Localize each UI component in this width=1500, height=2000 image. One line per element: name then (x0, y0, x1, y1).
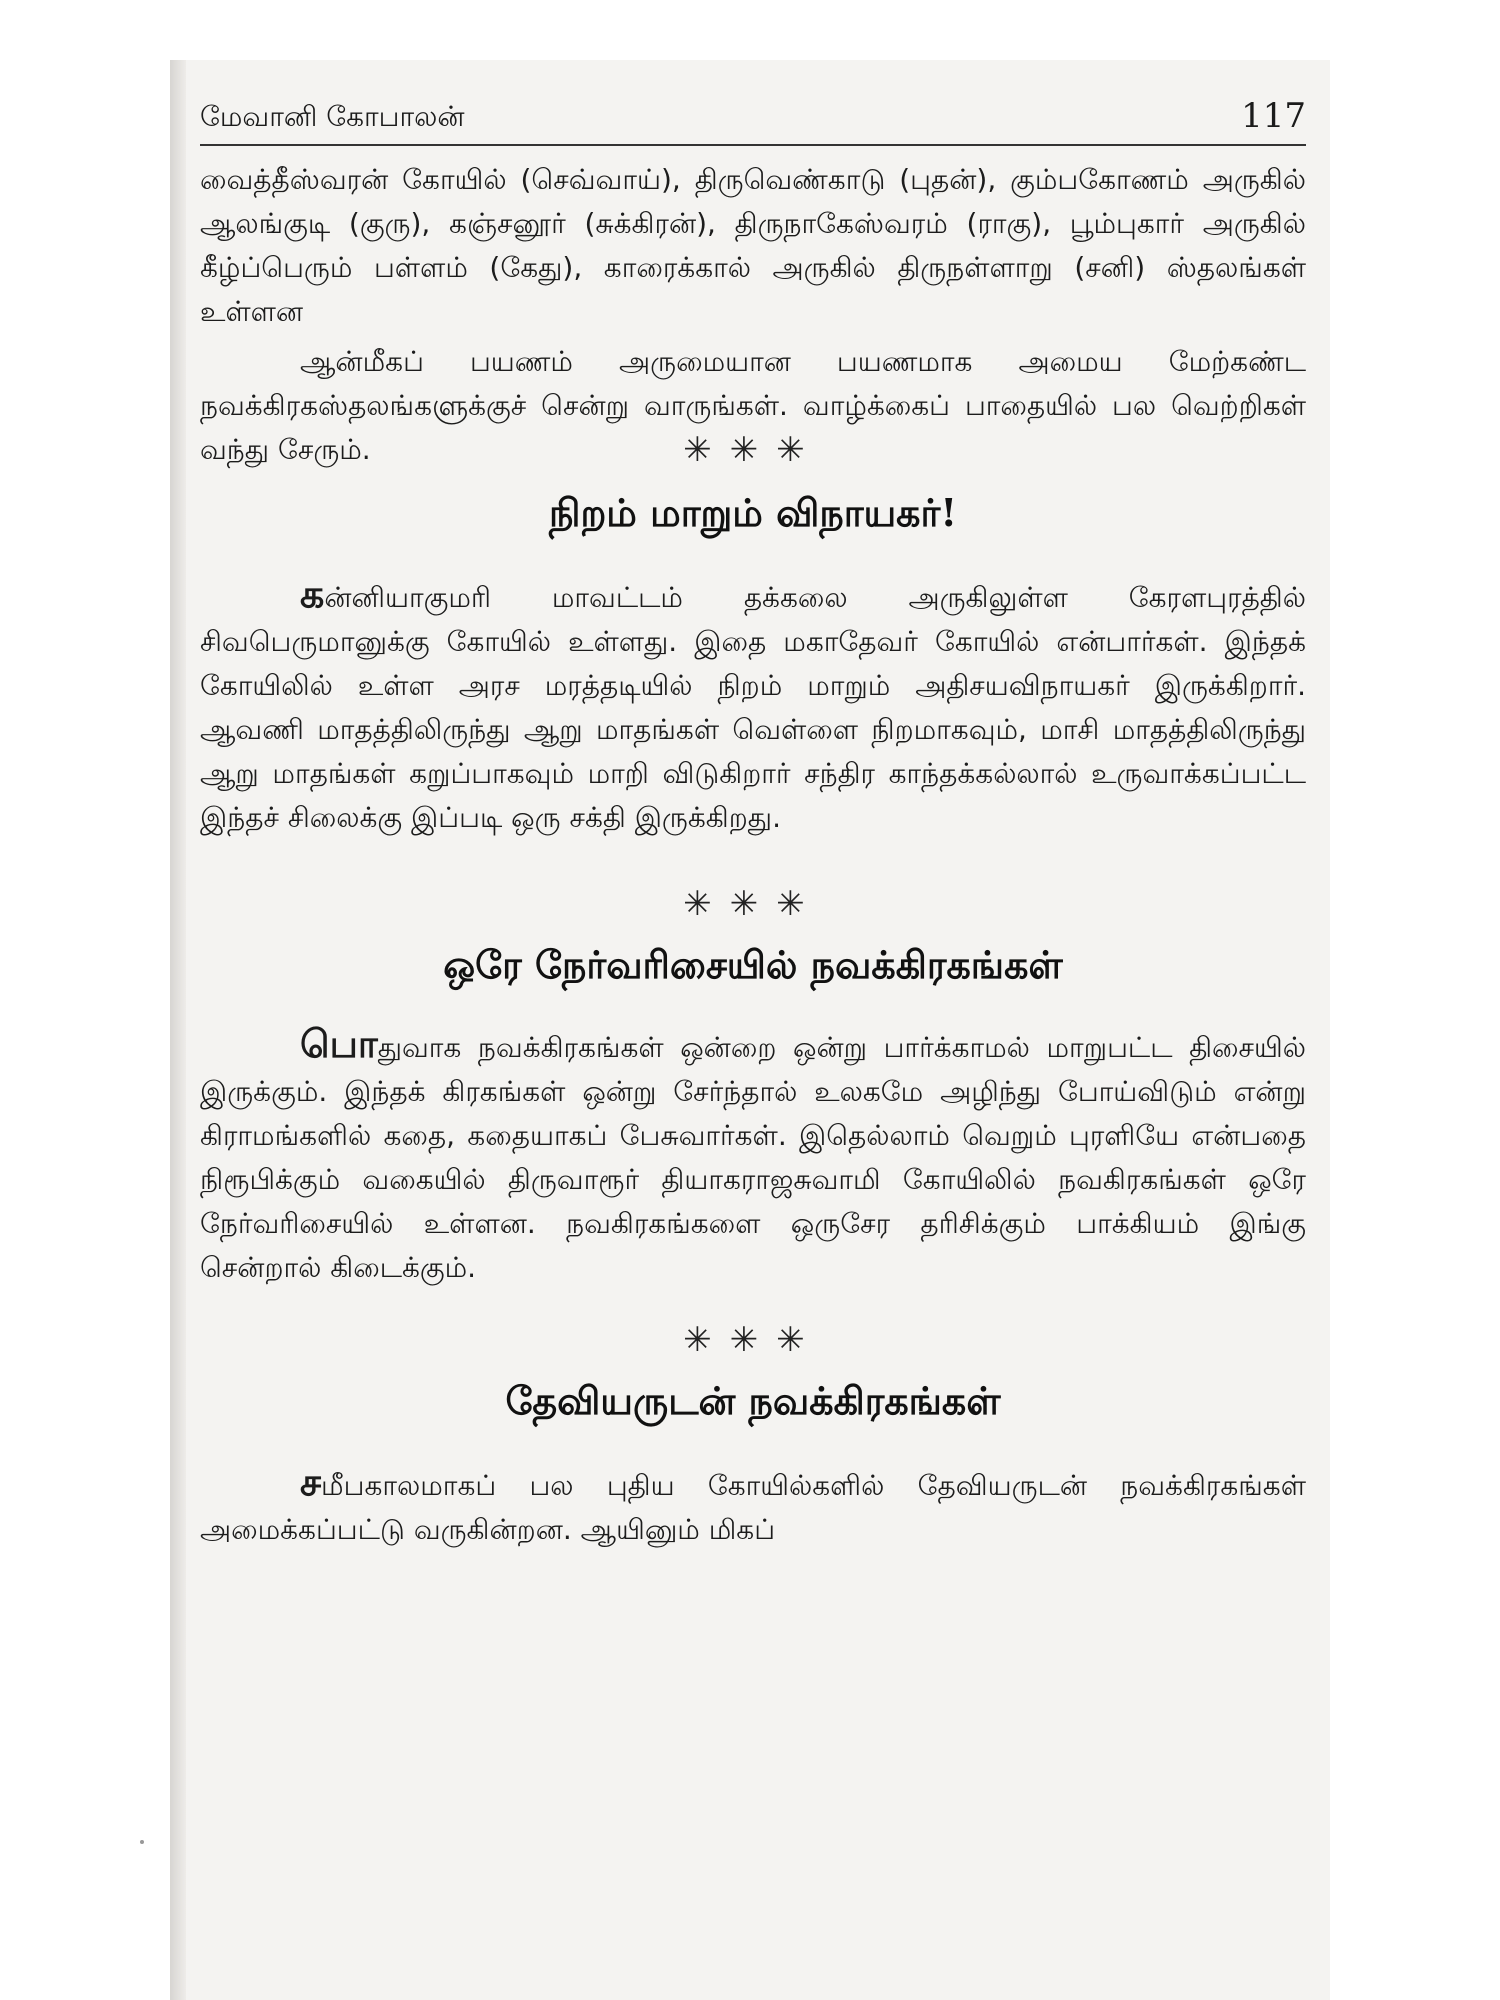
paragraph-temples-list: வைத்தீஸ்வரன் கோயில் (செவ்வாய்), திருவெண்காடு (புதன்), கும்பகோணம் அருகில் ஆலங்குடி (குரு), கஞ்சனூர் (சுக்கிரன்), திருநாகேஸ்வரம் (ராகு), பூம்புகார் அருகில் கீழ்ப்பெரும் பள்ளம் (கேது), காரைக்கால் அருகில் திருநள்ளாறு (சனி) ஸ்தலங்கள் உள்ளன (200, 163, 1306, 328)
page-number: 117 (1241, 96, 1306, 136)
page-gutter-shadow (170, 60, 186, 2000)
section-divider-ornament: ✳✳✳ (683, 884, 823, 924)
section-body-navagraha-with-consorts (200, 1460, 1306, 1552)
section-body-color-changing-vinayagar (200, 572, 1306, 840)
paragraph-pilgrimage: ஆன்மீகப் பயணம் அருமையான பயணமாக அமைய மேற்கண்ட நவக்கிரகஸ்தலங்களுக்குச் சென்று வாருங்கள். வாழ்க்கைப் பாதையில் பல வெற்றிகள் வந்து சேரும். (200, 345, 1306, 466)
drop-cap: ச (300, 1460, 322, 1504)
section-divider-ornament: ✳✳✳ (683, 430, 823, 470)
drop-cap: பொ (300, 1022, 378, 1066)
scan-speck (140, 1840, 144, 1844)
book-page (170, 60, 1330, 2000)
continuation-text (200, 158, 1306, 472)
section-body-navagraha-in-row (200, 1022, 1306, 1290)
paragraph-color-changing-vinayagar (200, 572, 1306, 840)
section-heading-color-changing-vinayagar: நிறம் மாறும் விநாயகர்! (548, 490, 958, 535)
paragraph-text: ன்னியாகுமரி மாவட்டம் தக்கலை அருகிலுள்ள கேரளபுரத்தில் சிவபெருமானுக்கு கோயில் உள்ளது. இதை மகாதேவர் கோயில் என்பார்கள். இந்தக் கோயிலில் உள்ள அரச மரத்தடியில் நிறம் மாறும் அதிசயவிநாயகர் இருக்கிறார். ஆவணி மாதத்திலிருந்து ஆறு மாதங்கள் வெள்ளை நிறமாகவும், மாசி மாதத்திலிருந்து ஆறு மாதங்கள் கறுப்பாகவும் மாறி விடுகிறார் சந்திர காந்தக்கல்லால் உருவாக்கப்பட்ட இந்தச் சிலைக்கு இப்படி ஒரு சக்தி இருக்கிறது. (200, 581, 1306, 834)
paragraph-text: மீபகாலமாகப் பல புதிய கோயில்களில் தேவியருடன் நவக்கிரகங்கள் அமைக்கப்பட்டு வருகின்றன. ஆயினும் மிகப் (200, 1469, 1306, 1546)
section-divider-ornament: ✳✳✳ (683, 1320, 823, 1360)
paragraph-navagraha-with-consorts (200, 1460, 1306, 1552)
drop-cap: க (300, 572, 325, 616)
section-heading-navagraha-with-consorts: தேவியருடன் நவக்கிரகங்கள் (505, 1378, 1001, 1423)
paragraph-text: துவாக நவக்கிரகங்கள் ஒன்றை ஒன்று பார்க்காமல் மாறுபட்ட திசையில் இருக்கும். இந்தக் கிரகங்கள் ஒன்று சேர்ந்தால் உலகமே அழிந்து போய்விடும் என்று கிராமங்களில் கதை, கதையாகப் பேசுவார்கள். இதெல்லாம் வெறும் புரளியே என்பதை நிரூபிக்கும் வகையில் திருவாரூர் தியாகராஜசுவாமி கோயிலில் நவகிரகங்கள் ஒரே நேர்வரிசையில் உள்ளன. நவகிரகங்களை ஒருசேர தரிசிக்கும் பாக்கியம் இங்கு சென்றால் கிடைக்கும். (200, 1031, 1306, 1284)
section-heading-navagraha-in-row: ஒரே நேர்வரிசையில் நவக்கிரகங்கள் (443, 942, 1063, 987)
page-header (200, 96, 1306, 146)
running-head: மேவானி கோபாலன் (200, 100, 465, 133)
paragraph-navagraha-in-row (200, 1022, 1306, 1290)
